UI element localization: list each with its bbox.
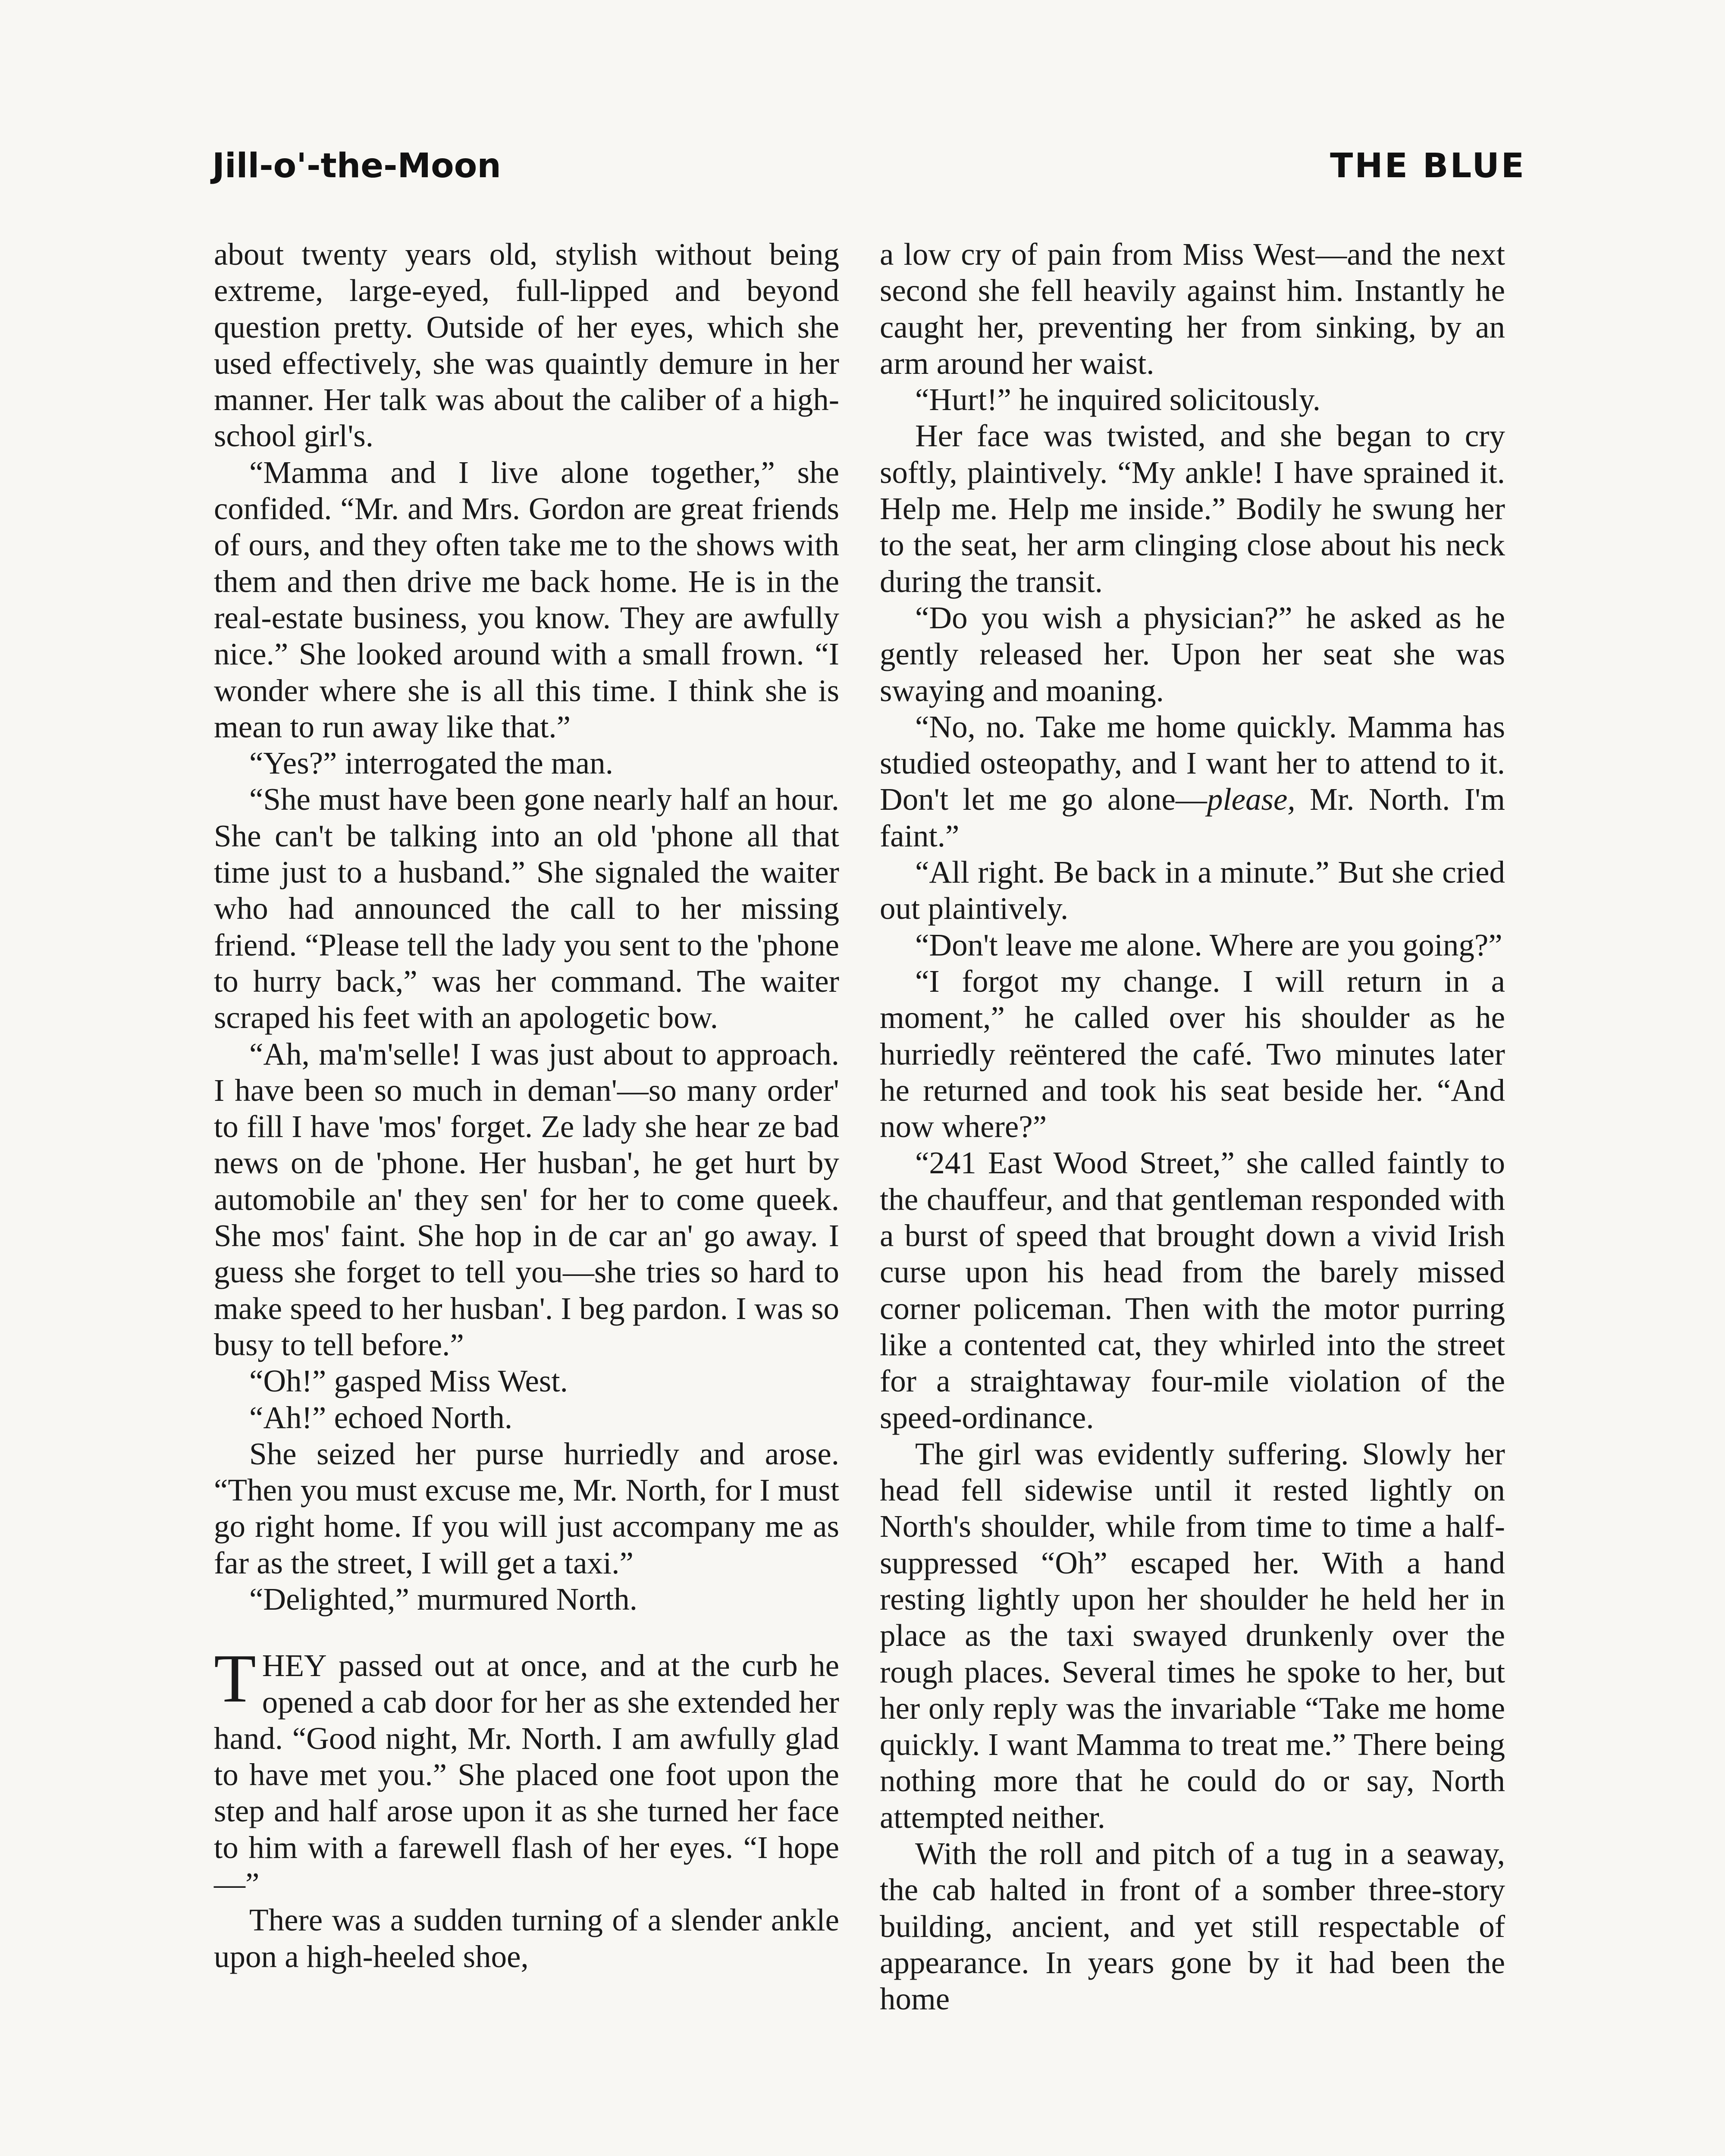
paragraph: There was a sudden turning of a slender ankle upon a high-heeled shoe, xyxy=(214,1902,839,1974)
dropcap-paragraph xyxy=(214,1640,839,1902)
section-break xyxy=(214,1617,839,1648)
paragraph: “Delighted,” murmured North. xyxy=(249,1581,638,1617)
paragraph xyxy=(880,709,1505,854)
right-text-column xyxy=(880,236,1505,2018)
paragraph-text: Mr. North. I'm faint.” xyxy=(880,782,1505,853)
paragraph: “Oh!” gasped Miss West. xyxy=(249,1363,568,1399)
italic-text: please, xyxy=(1207,782,1295,817)
paragraph: a low cry of pain from Miss West—and the next second she fell heavily against him. Instantly he caught her, preventing her from sinking, by an arm around her waist. xyxy=(880,237,1505,381)
running-head-magazine-title: THE BLUE xyxy=(1330,147,1526,185)
paragraph: “Hurt!” he inquired solicitously. xyxy=(915,382,1320,417)
paragraph: “I forgot my change. I will return in a moment,” he called over his shoulder as he hurriedly reëntered the café. Two minutes later he returned and took his seat beside her. “And now where?” xyxy=(880,963,1505,1144)
left-text-column xyxy=(214,236,839,1975)
paragraph: “Yes?” interrogated the man. xyxy=(249,746,613,781)
paragraph-text: “No, no. Take me home quickly. Mamma has studied osteopathy, and I want her to attend to it. Don't let me go alone— xyxy=(880,709,1505,817)
paragraph: “Mamma and I live alone together,” she confided. “Mr. and Mrs. Gordon are great friends of ours, and they often take me to the shows with them and then drive me back home. He is in the real-estate business, you know. They are awfully nice.” She looked around with a small frown. “I wonder where she is all this time. I think she is mean to run away like that.” xyxy=(214,454,839,744)
paragraph: “Do you wish a physician?” he asked as he gently released her. Upon her seat she was swaying and moaning. xyxy=(880,600,1505,708)
running-head-story-title: Jill-o'-the-Moon xyxy=(212,147,501,185)
paragraph: Her face was twisted, and she began to cry softly, plaintively. “My ankle! I have sprained it. Help me. Help me inside.” Bodily he swung her to the seat, her arm clinging close about his neck during the transit. xyxy=(880,418,1505,599)
drop-cap-letter: T xyxy=(214,1640,256,1717)
paragraph: “Ah, ma'm'selle! I was just about to approach. I have been so much in deman'—so many order' to fill I have 'mos' forget. Ze lady she hear ze bad news on de 'phone. Her husban', he get hurt by automobile an' they sen' for her to come queek. She mos' faint. She hop in de car an' go away. I guess she forget to tell you—she tries so hard to make speed to her husban'. I beg pardon. I was so busy to tell before.” xyxy=(214,1036,839,1362)
paragraph: With the roll and pitch of a tug in a seaway, the cab halted in front of a somber three-story building, ancient, and yet still respectable of appearance. In years gone by it had been the home xyxy=(880,1836,1505,2017)
paragraph: The girl was evidently suffering. Slowly her head fell sidewise until it rested lightly on North's shoulder, while from time to time a half-suppressed “Oh” escaped her. With a hand resting lightly upon her shoulder he held her in place as the taxi swayed drunkenly over the rough places. Several times he spoke to her, but her only reply was the invariable “Take me home quickly. I want Mamma to treat me.” There being nothing more that he could do or say, North attempted neither. xyxy=(880,1436,1505,1835)
paragraph-text: passed out at once, and at the curb he opened a cab door for her as she extended her hand. “Good night, Mr. North. I am awfully glad to have met you.” She placed one foot upon the step and half arose upon it as she turned her face to him with a farewell flash of her eyes. “I hope—” xyxy=(214,1648,839,1902)
paragraph: “She must have been gone nearly half an hour. She can't be talking into an old 'phone all that time just to a husband.” She signaled the waiter who had announced the call to her missing friend. “Please tell the lady you sent to the 'phone to hurry back,” was her command. The waiter scraped his feet with an apologetic bow. xyxy=(214,782,839,1035)
paragraph: She seized her purse hurriedly and arose. “Then you must excuse me, Mr. North, for I must go right home. If you will just accompany me as far as the street, I will get a taxi.” xyxy=(214,1436,839,1580)
paragraph: “Ah!” echoed North. xyxy=(249,1400,513,1435)
paragraph: about twenty years old, stylish without being extreme, large-eyed, full-lipped and beyond question pretty. Outside of her eyes, which she used effectively, she was quaintly demure in her manner. Her talk was about the caliber of a high-school girl's. xyxy=(214,237,839,454)
paragraph: “241 East Wood Street,” she called faintly to the chauffeur, and that gentleman responded with a burst of speed that brought down a vivid Irish curse upon his head from the barely missed corner policeman. Then with the motor purring like a contented cat, they whirled into the street for a straightaway four-mile violation of the speed-ordinance. xyxy=(880,1145,1505,1435)
small-caps-lead: HEY xyxy=(262,1648,327,1683)
paragraph: “Don't leave me alone. Where are you going?” xyxy=(915,927,1502,962)
paragraph: “All right. Be back in a minute.” But she cried out plaintively. xyxy=(880,855,1505,926)
